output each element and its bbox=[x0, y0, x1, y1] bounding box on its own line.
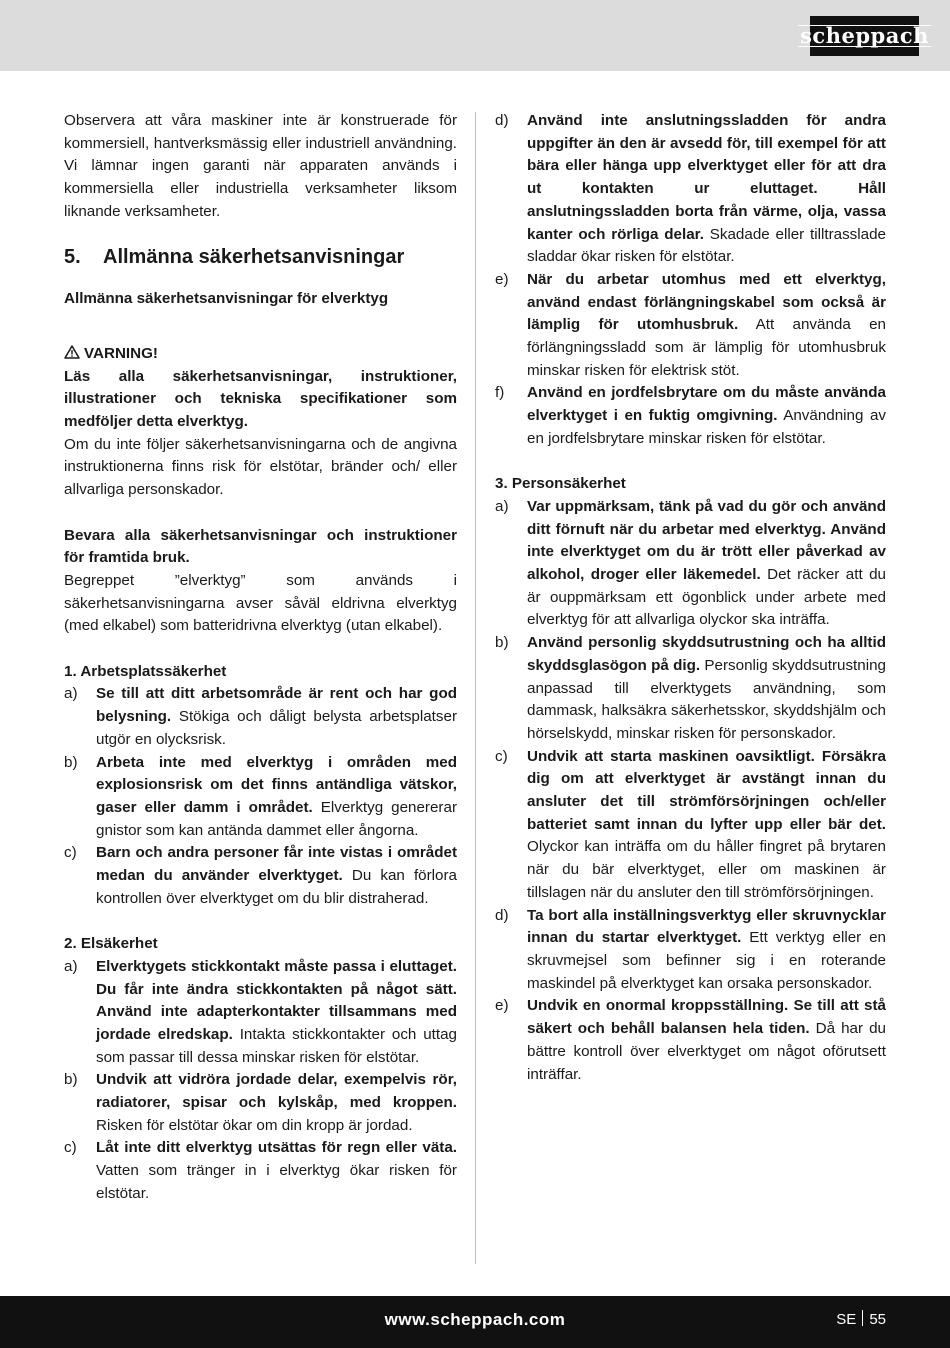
warning-label: VARNING! bbox=[84, 344, 158, 362]
left-column bbox=[64, 110, 457, 1206]
item-bold: Se till att ditt arbetsområde är rent och har god belysning. bbox=[96, 685, 457, 726]
column-divider bbox=[475, 112, 476, 1264]
warning-heading bbox=[64, 343, 457, 366]
work-area-list bbox=[64, 683, 457, 910]
page-indicator bbox=[836, 1310, 886, 1328]
language-code: SE bbox=[836, 1311, 857, 1328]
right-column bbox=[495, 110, 886, 1086]
item-label: e) bbox=[495, 997, 509, 1015]
list-item bbox=[495, 905, 886, 996]
item-label: c) bbox=[64, 844, 77, 862]
item-bold: Använd personlig skyddsutrustning och ha alltid skyddsglasögon på dig. bbox=[527, 634, 886, 674]
footer-bar bbox=[0, 1296, 950, 1348]
list-item bbox=[64, 683, 457, 751]
item-bold: Undvik en onormal kroppsställning. Se till att stå säkert och behåll balansen hela tiden. bbox=[527, 997, 886, 1038]
list-item bbox=[495, 496, 886, 632]
list-item bbox=[64, 1069, 457, 1137]
keep-instructions-text: Begreppet ”elverktyg” som används i säkerhetsanvisningarna avser såväl eldrivna elverktyg (med elkabel) som batteridrivna elverktyg (utan elkabel). bbox=[64, 571, 457, 635]
page-number: 55 bbox=[869, 1311, 886, 1328]
item-text: Skadade eller tilltrasslade sladdar ökar risken för elstötar. bbox=[527, 225, 886, 266]
item-label: d) bbox=[495, 906, 509, 924]
item-text: Du kan förlora kontrollen över elverktyget om du blir distraherad. bbox=[96, 867, 457, 907]
logo-text: scheppach bbox=[800, 23, 929, 48]
item-text: Ett verktyg eller en skruvmejsel som befinner sig i en roterande maskindel på elverktyget kan orsaka personskador. bbox=[527, 929, 886, 992]
intro-paragraph: Observera att våra maskiner inte är konstruerade för kommersiell, hantverksmässig eller industriell användning. Vi lämnar ingen garanti när apparaten används i kommersiella eller industriella verksamheter liksom liknande verksamheter. bbox=[64, 112, 457, 220]
list-item bbox=[495, 382, 886, 450]
item-bold: Arbeta inte med elverktyg i områden med explosionsrisk om det finns antändliga vätskor, gaser eller damm i området. bbox=[96, 753, 457, 816]
warning-text: Om du inte följer säkerhetsanvisningarna och de angivna instruktionerna finns risk för elstötar, bränder och/ eller allvarliga personskador. bbox=[64, 435, 457, 499]
item-bold: Undvik att vidröra jordade delar, exempelvis rör, radiatorer, spisar och kylskåp, med kroppen. bbox=[96, 1071, 457, 1112]
item-label: b) bbox=[64, 753, 78, 771]
item-label: d) bbox=[495, 112, 509, 129]
list-item bbox=[495, 746, 886, 905]
item-bold: Använd en jordfelsbrytare om du måste använda elverktyget i en fuktig omgivning. bbox=[527, 384, 886, 425]
list-item bbox=[495, 269, 886, 383]
item-bold: Ta bort alla inställningsverktyg eller skruvnycklar innan du startar elverktyget. bbox=[527, 906, 886, 947]
item-bold: Var uppmärksam, tänk på vad du gör och använd ditt förnuft när du arbetar med elverktyg. Använd inte elverktyget om du är trött eller påverkad av alkohol, droger eller läkemedel. bbox=[527, 497, 886, 584]
item-bold: Elverktygets stickkontakt måste passa i eluttaget. Du får inte ändra stickkontakten på något sätt. Använd inte adapterkontakter tillsammans med jordade elredskap. bbox=[96, 957, 457, 1043]
item-text: Risken för elstötar ökar om din kropp är jordad. bbox=[96, 1116, 413, 1134]
website-link[interactable]: www.scheppach.com bbox=[384, 1310, 566, 1329]
item-bold: Använd inte anslutningssladden för andra uppgifter än den är avsedd för, till exempel för att bära eller hänga upp elverktyget eller för att dra ut kontakten ur eluttaget. Håll anslutningssladden borta från värme, olja, vassa kanter och rörliga delar. bbox=[527, 112, 886, 243]
item-text: Användning av en jordfelsbrytare minskar risken för elstötar. bbox=[527, 407, 886, 447]
list-item bbox=[64, 842, 457, 910]
item-text: Olyckor kan inträffa om du håller fingret på brytaren när du bär elverktyget, eller om maskinen är tillslagen när du ansluter den till strömförsörjningen. bbox=[527, 838, 886, 901]
item-text: Vatten som tränger in i elverktyg ökar risken för elstötar. bbox=[96, 1162, 457, 1202]
item-text: Det räcker att du är ouppmärksam ett ögonblick under arbete med elverktyg för att allvarliga olyckor ska inträffa. bbox=[527, 566, 886, 629]
item-label: f) bbox=[495, 384, 505, 402]
item-text: Att använda en förlängningssladd som är lämplig för utomhusbruk minskar risken för elektrisk stöt. bbox=[527, 316, 886, 379]
item-text: Stökiga och dåligt belysta arbetsplatser utgör en olycksrisk. bbox=[96, 708, 457, 748]
item-text: Då har du bättre kontroll över elverktyget om något oförutsett inträffar. bbox=[527, 1020, 887, 1083]
work-area-heading: 1. Arbetsplatssäkerhet bbox=[64, 662, 227, 680]
brand-logo bbox=[800, 16, 929, 56]
personal-safety-heading: 3. Personsäkerhet bbox=[495, 475, 626, 493]
item-bold: Låt inte ditt elverktyg utsättas för regn eller väta. bbox=[96, 1139, 457, 1157]
list-item bbox=[495, 110, 886, 269]
list-item bbox=[64, 752, 457, 843]
warning-triangle-icon bbox=[64, 345, 80, 359]
section-number: 5. bbox=[64, 245, 81, 268]
item-label: b) bbox=[495, 634, 509, 652]
electrical-heading: 2. Elsäkerhet bbox=[64, 935, 158, 953]
item-text: Personlig skyddsutrustning anpassad till elverktygets användning, som dammask, halksäkra säkerhetsskor, skyddshjälm och hörselskydd, minskar risken för personskador. bbox=[527, 656, 886, 742]
warning-bold-text: Läs alla säkerhetsanvisningar, instruktioner, illustrationer och tekniska specifikationer som medföljer detta elverktyg. bbox=[64, 367, 457, 431]
item-text: Intakta stickkontakter och uttag som passar till dessa minskar risken för elstötar. bbox=[96, 1025, 457, 1066]
item-label: a) bbox=[64, 685, 78, 703]
item-label: a) bbox=[64, 957, 78, 975]
item-bold: Undvik att starta maskinen oavsiktligt. Försäkra dig om att elverktyget är avstängt innan du ansluter det till strömförsörjningen och/eller batteriet samt innan du lyfter upp eller bär det. bbox=[527, 747, 886, 833]
list-item bbox=[495, 995, 886, 1086]
list-item bbox=[495, 632, 886, 746]
item-label: b) bbox=[64, 1071, 78, 1089]
item-bold: När du arbetar utomhus med ett elverktyg, använd endast förlängningskabel som också är lämplig för utomhusbruk. bbox=[527, 270, 886, 334]
item-label: e) bbox=[495, 270, 509, 288]
section-title: Allmänna säkerhetsanvisningar bbox=[103, 245, 405, 268]
personal-safety-list bbox=[495, 496, 886, 1086]
item-bold: Barn och andra personer får inte vistas i området medan du använder elverktyget. bbox=[96, 844, 457, 885]
keep-instructions-bold: Bevara alla säkerhetsanvisningar och instruktioner för framtida bruk. bbox=[64, 526, 457, 567]
electrical-list bbox=[64, 956, 457, 1206]
electrical-list-continued bbox=[495, 110, 886, 451]
list-item bbox=[64, 956, 457, 1070]
subtitle: Allmänna säkerhetsanvisningar för elverktyg bbox=[64, 289, 389, 307]
section-heading bbox=[64, 244, 457, 270]
item-label: a) bbox=[495, 497, 509, 515]
item-text: Elverktyg genererar gnistor som kan antända dammet eller ångorna. bbox=[96, 798, 457, 839]
item-label: c) bbox=[64, 1139, 77, 1157]
list-item bbox=[64, 1137, 457, 1205]
item-label: c) bbox=[495, 747, 508, 765]
